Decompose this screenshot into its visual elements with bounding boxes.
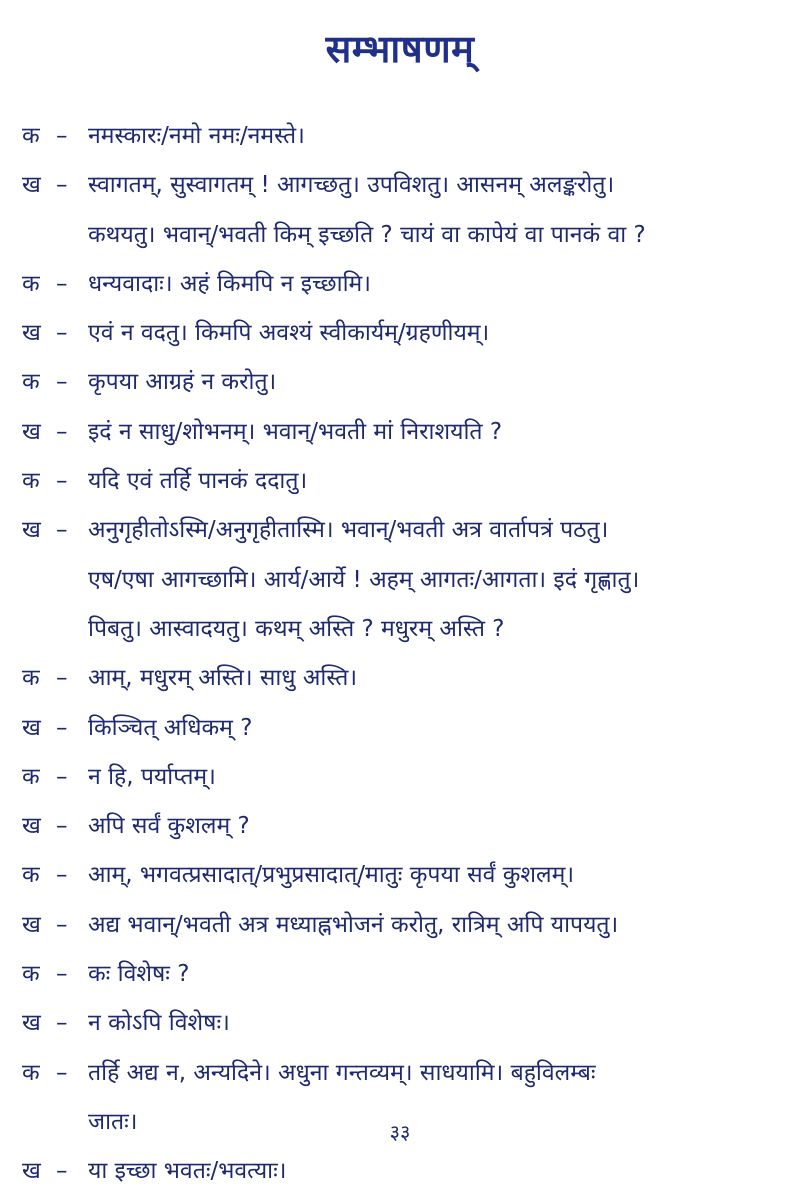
dialogue-line [22, 1147, 782, 1196]
dialogue-text: कः विशेषः ? [88, 961, 190, 988]
dialogue-line [22, 309, 782, 358]
dialogue-text: धन्यवादाः। अहं किमपि न इच्छामि। [88, 270, 372, 297]
dialogue-text: नमस्कारः/नमो नमः/नमस्ते। [88, 123, 305, 149]
speaker-dash: – [56, 517, 68, 544]
dialogue-text: स्वागतम्, सुस्वागतम् ! आगच्छतु। उपविशतु। आसनम् अलङ्करोतु। [88, 172, 615, 199]
dialogue-text: अनुगृहीतोऽस्मि/अनुगृहीतास्मि। भवान्/भवती अत्र वार्तापत्रं पठतु। [88, 517, 609, 544]
dialogue-line [22, 358, 782, 407]
dialogue-text: इदं न साधु/शोभनम्। भवान्/भवती मां निराशयति ? [88, 418, 503, 445]
speaker-dash: – [56, 1010, 68, 1037]
dialogue-body [22, 112, 782, 1197]
dialogue-text: आम्, भगवत्प्रसादात्/प्रभुप्रसादात्/मातुः कृपया सर्वं कुशलम्। [88, 862, 575, 889]
dialogue-line-continuation [22, 605, 782, 654]
speaker-label: ख [22, 813, 41, 840]
speaker-label: ख [22, 172, 41, 199]
dialogue-line [22, 161, 782, 210]
dialogue-line [22, 408, 782, 457]
dialogue-text: या इच्छा भवतः/भवत्याः। [88, 1158, 287, 1185]
dialogue-line [22, 654, 782, 703]
speaker-dash: – [56, 369, 68, 396]
dialogue-text: न कोऽपि विशेषः। [88, 1010, 230, 1037]
dialogue-line [22, 260, 782, 309]
speaker-dash: – [56, 862, 68, 889]
dialogue-line [22, 112, 782, 161]
speaker-label: क [22, 369, 40, 396]
dialogue-text: जातः। [88, 1108, 138, 1135]
speaker-dash: – [56, 763, 68, 790]
dialogue-line [22, 1049, 782, 1098]
speaker-dash: – [56, 468, 68, 495]
speaker-dash: – [56, 418, 68, 445]
dialogue-line [22, 851, 782, 900]
dialogue-line [22, 506, 782, 555]
speaker-label: क [22, 468, 40, 495]
dialogue-line [22, 802, 782, 851]
speaker-label: ख [22, 320, 41, 347]
dialogue-text: कथयतु। भवान्/भवती किम् इच्छति ? चायं वा कापेयं वा पानकं वा ? [88, 221, 646, 248]
speaker-dash: – [56, 1059, 68, 1086]
dialogue-text: न हि, पर्याप्तम्। [88, 763, 216, 790]
speaker-dash: – [56, 714, 68, 741]
dialogue-line [22, 457, 782, 506]
dialogue-text: एवं न वदतु। किमपि अवश्यं स्वीकार्यम्/ग्रहणीयम्। [88, 320, 490, 347]
dialogue-line [22, 950, 782, 999]
speaker-dash: – [56, 911, 68, 938]
speaker-dash: – [56, 813, 68, 840]
dialogue-text: एष/एषा आगच्छामि। आर्य/आर्ये ! अहम् आगतः/आगता। इदं गृह्णातु। [88, 566, 640, 593]
speaker-label: क [22, 665, 40, 692]
dialogue-text: पिबतु। आस्वादयतु। कथम् अस्ति ? मधुरम् अस्ति ? [88, 615, 505, 642]
page-number: ३३ [389, 1120, 411, 1144]
dialogue-line [22, 999, 782, 1048]
dialogue-line [22, 753, 782, 802]
speaker-dash: – [56, 172, 68, 199]
speaker-dash: – [56, 270, 68, 297]
speaker-label: ख [22, 911, 41, 938]
dialogue-line-continuation [22, 211, 782, 260]
speaker-label: क [22, 1059, 40, 1086]
speaker-label: क [22, 862, 40, 889]
dialogue-text: यदि एवं तर्हि पानकं ददातु। [88, 468, 308, 495]
dialogue-text: किञ्चित् अधिकम् ? [88, 714, 253, 741]
dialogue-text: आम्, मधुरम् अस्ति। साधु अस्ति। [88, 665, 358, 692]
speaker-dash: – [56, 665, 68, 692]
speaker-label: क [22, 763, 40, 790]
dialogue-line [22, 704, 782, 753]
dialogue-text: कृपया आग्रहं न करोतु। [88, 369, 277, 396]
speaker-dash: – [56, 1158, 68, 1185]
speaker-label: क [22, 270, 40, 297]
speaker-label: क [22, 961, 40, 988]
dialogue-line-continuation [22, 556, 782, 605]
speaker-label: ख [22, 1158, 41, 1185]
speaker-dash: – [56, 961, 68, 988]
dialogue-line [22, 901, 782, 950]
speaker-label: ख [22, 418, 41, 445]
speaker-label: ख [22, 517, 41, 544]
speaker-label: ख [22, 714, 41, 741]
dialogue-text: अद्य भवान्/भवती अत्र मध्याह्नभोजनं करोतु, रात्रिम् अपि यापयतु। [88, 911, 619, 938]
dialogue-text: तर्हि अद्य न, अन्यदिने। अधुना गन्तव्यम्। साधयामि। बहुविलम्बः [88, 1059, 596, 1086]
speaker-label: ख [22, 1010, 41, 1037]
speaker-dash: – [56, 320, 68, 347]
speaker-dash: – [56, 123, 68, 149]
dialogue-text: अपि सर्वं कुशलम् ? [88, 813, 250, 840]
page-title: सम्भाषणम् [325, 27, 475, 71]
speaker-label: क [22, 123, 40, 149]
